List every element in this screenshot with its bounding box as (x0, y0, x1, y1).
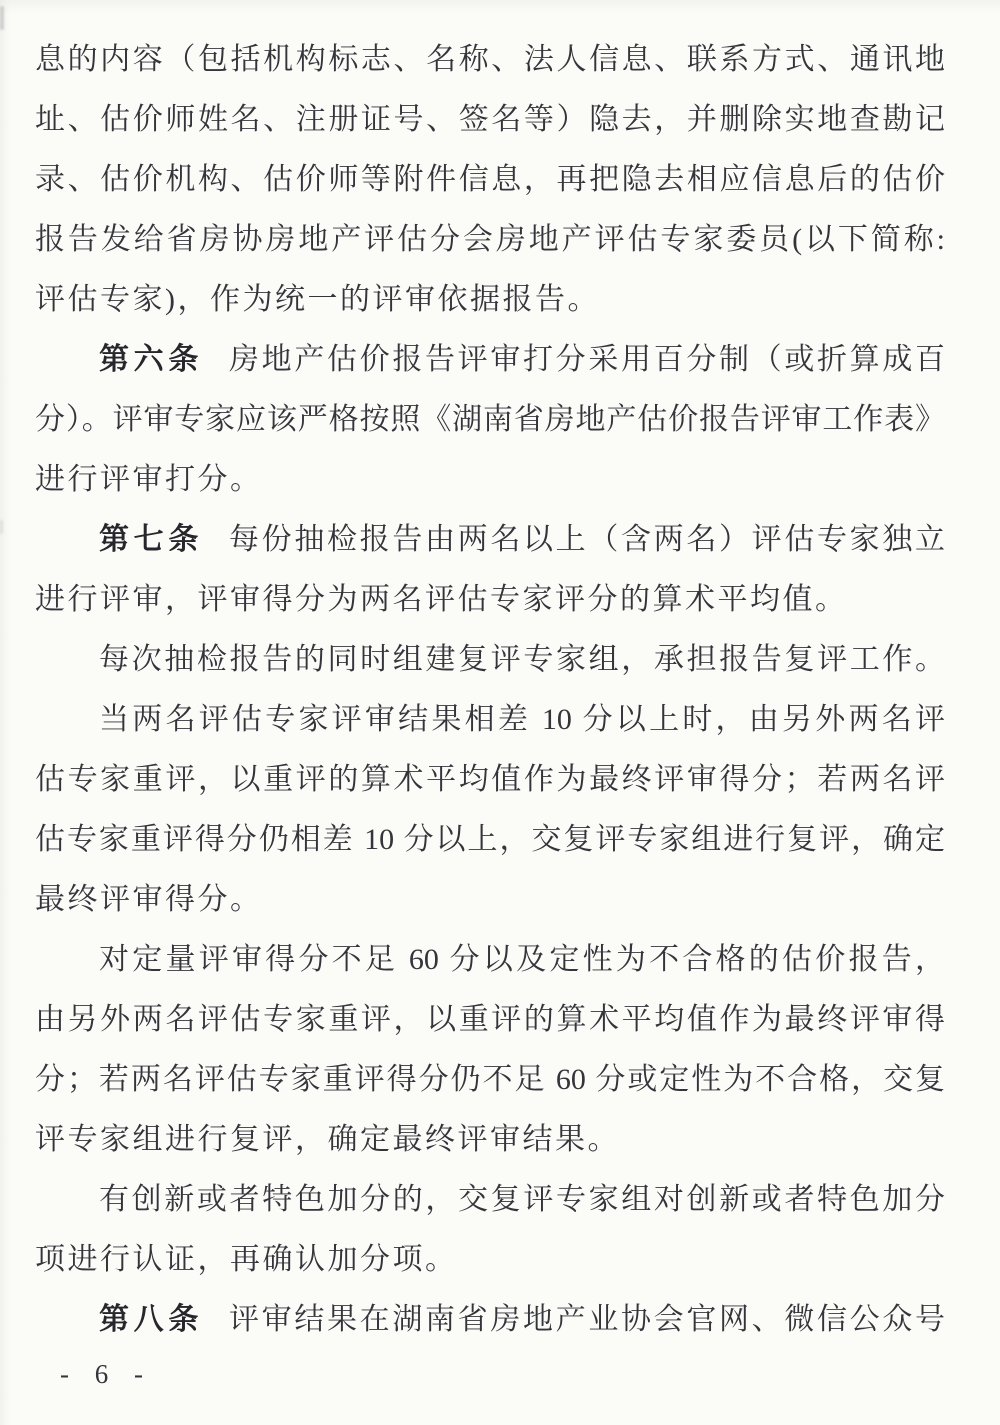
text-line: 房地产估价报告评审打分采用百分制（或折算成百 (229, 343, 945, 376)
text-line: 项进行认证，再确认加分项。 (35, 1243, 458, 1276)
text-line: 评估专家)，作为统一的评审依据报告。 (35, 283, 600, 316)
text-line: 进行评审，评审得分为两名评估专家评分的算术平均值。 (35, 583, 848, 616)
text-line: 评审结果在湖南省房地产业协会官网、微信公众号 (229, 1303, 945, 1336)
text-line: 评专家组进行复评，确定最终评审结果。 (35, 1123, 620, 1156)
text-line: 对定量评审得分不足 60 分以及定性为不合格的估价报告， (99, 943, 945, 976)
document-body (35, 30, 945, 1350)
text-line: 最终评审得分。 (35, 883, 263, 916)
text-line: 分）。评审专家应该严格按照《湖南省房地产估价报告评审工作表》 (35, 403, 945, 436)
article-7-label: 第七条 (99, 523, 203, 556)
article-8-label: 第八条 (99, 1303, 203, 1336)
text-line: 有创新或者特色加分的，交复评专家组对创新或者特色加分 (99, 1183, 945, 1216)
paragraph-article-8 (35, 1290, 945, 1350)
scan-artifact (0, 6, 4, 30)
paragraph-article-7 (35, 510, 945, 570)
text-line: 进行评审打分。 (35, 463, 263, 496)
page-number: - 6 - (60, 1359, 150, 1389)
text-line: 分；若两名评估专家重评得分仍不足 60 分或定性为不合格，交复 (35, 1063, 945, 1096)
text-line: 每份抽检报告由两名以上（含两名）评估专家独立 (229, 523, 945, 556)
text-line: 址、估价师姓名、注册证号、签名等）隐去，并删除实地查勘记 (35, 103, 945, 136)
text-line: 当两名评估专家评审结果相差 10 分以上时，由另外两名评 (99, 703, 945, 736)
text-line: 由另外两名评估专家重评，以重评的算术平均值作为最终评审得 (35, 1003, 945, 1036)
paragraph-article-6 (35, 330, 945, 390)
text-line: 报告发给省房协房地产评估分会房地产评估专家委员(以下简称: (35, 223, 945, 256)
text-line: 估专家重评，以重评的算术平均值作为最终评审得分；若两名评 (35, 763, 945, 796)
text-line: 息的内容（包括机构标志、名称、法人信息、联系方式、通讯地 (35, 43, 945, 76)
text-line: 每次抽检报告的同时组建复评专家组，承担报告复评工作。 (99, 643, 945, 676)
article-6-label: 第六条 (99, 343, 203, 376)
text-line: 估专家重评得分仍相差 10 分以上，交复评专家组进行复评，确定 (35, 823, 945, 856)
scan-artifact (0, 520, 3, 534)
text-line: 录、估价机构、估价师等附件信息，再把隐去相应信息后的估价 (35, 163, 945, 196)
